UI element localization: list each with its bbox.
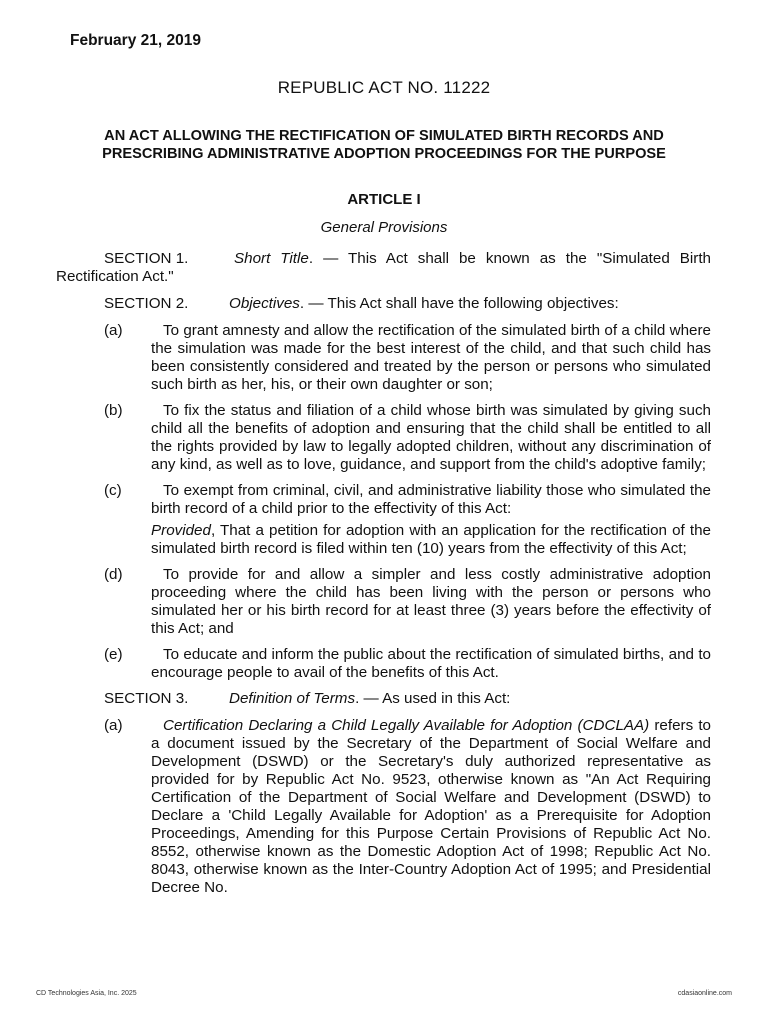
item-label: (a) [104,322,123,339]
section-3 [56,690,711,708]
section-text: . — As used in this Act: [355,690,511,707]
footer-website: cdasiaonline.com [677,990,732,997]
section-1 [56,250,711,286]
list-item [56,482,711,558]
section-text: . — This Act shall be known as the "Simulated Birth Rectification Act." [56,250,712,285]
item-label: (e) [104,646,123,663]
item-label: (a) [104,717,123,734]
item-label: (c) [104,482,122,499]
definition-text: refers to a document issued by the Secretary of the Department of Social Welfare and Development (DSWD) or the Secretary's duly authorized representative as provided for by Republic Act No. 9523, otherwise known as "An Act Requiring Certification of the Department of Social Welfare and Development (DSWD) to Declare a 'Child Legally Available for Adoption' as a Prerequisite for Adoption Proceedings, Amending for this Purpose Certain Provisions of Republic Act No. 8552, otherwise known as the Domestic Adoption Act of 1998; Republic Act No. 8043, otherwise known as the Inter-Country Adoption Act of 1995; and Presidential Decree No. [151,717,711,896]
item-text: To exempt from criminal, civil, and administrative liability those who simulated the birth record of a child prior to the effectivity of this Act: [151,482,711,517]
proviso-text: , That a petition for adoption with an application for the rectification of the simulated birth record is filed within ten (10) years from the effectivity of this Act; [151,522,711,557]
item-proviso [151,522,711,558]
item-label: (d) [104,566,123,583]
document-body [56,250,711,905]
item-text: To provide for and allow a simpler and less costly administrative adoption proceeding where the child has been living with the person or persons who simulated her or his birth record for at least three (3) years before the effectivity of this Act; and [151,566,711,637]
footer-copyright: CD Technologies Asia, Inc. 2025 [36,990,137,997]
article-heading: ARTICLE I [347,191,421,208]
section-heading: Short Title [234,250,309,267]
item-text: To grant amnesty and allow the rectification of the simulated birth of a child where the simulation was made for the best interest of the child, and that such child has been consistently considered and treated by the person or persons who simulated such birth as her, his, or their own daughter or son; [151,322,711,393]
defined-term: Certification Declaring a Child Legally Available for Adoption (CDCLAA) [163,717,650,734]
article-subtitle: General Provisions [320,219,448,236]
list-item [56,402,711,474]
item-text [151,717,711,897]
item-text: To fix the status and filiation of a child whose birth was simulated by giving such child all the benefits of adoption and ensuring that the child shall be entitled to all the rights provided by law to legally adopted children, without any discrimination of any kind, as well as to love, guidance, and support from the child's adoptive family; [151,402,711,473]
section-2 [56,295,711,313]
list-item [56,717,711,897]
list-item [56,646,711,682]
section-number: SECTION 2. [104,295,189,312]
act-number: REPUBLIC ACT NO. 11222 [277,78,491,97]
act-title: AN ACT ALLOWING THE RECTIFICATION OF SIMULATED BIRTH RECORDS AND PRESCRIBING ADMINISTRATIVE ADOPTION PROCEEDINGS FOR THE PURPOSE [102,128,666,162]
section-text: . — This Act shall have the following objectives: [299,295,619,312]
section-number: SECTION 1. [104,250,189,267]
section-heading: Objectives [229,295,300,312]
list-item [56,322,711,394]
proviso-heading: Provided [151,522,211,539]
section-heading: Definition of Terms [229,690,356,707]
section-number: SECTION 3. [104,690,189,707]
item-label: (b) [104,402,123,419]
list-item [56,566,711,638]
item-text: To educate and inform the public about the rectification of simulated births, and to encourage people to avail of the benefits of this Act. [151,646,711,681]
document-date: February 21, 2019 [70,32,201,49]
